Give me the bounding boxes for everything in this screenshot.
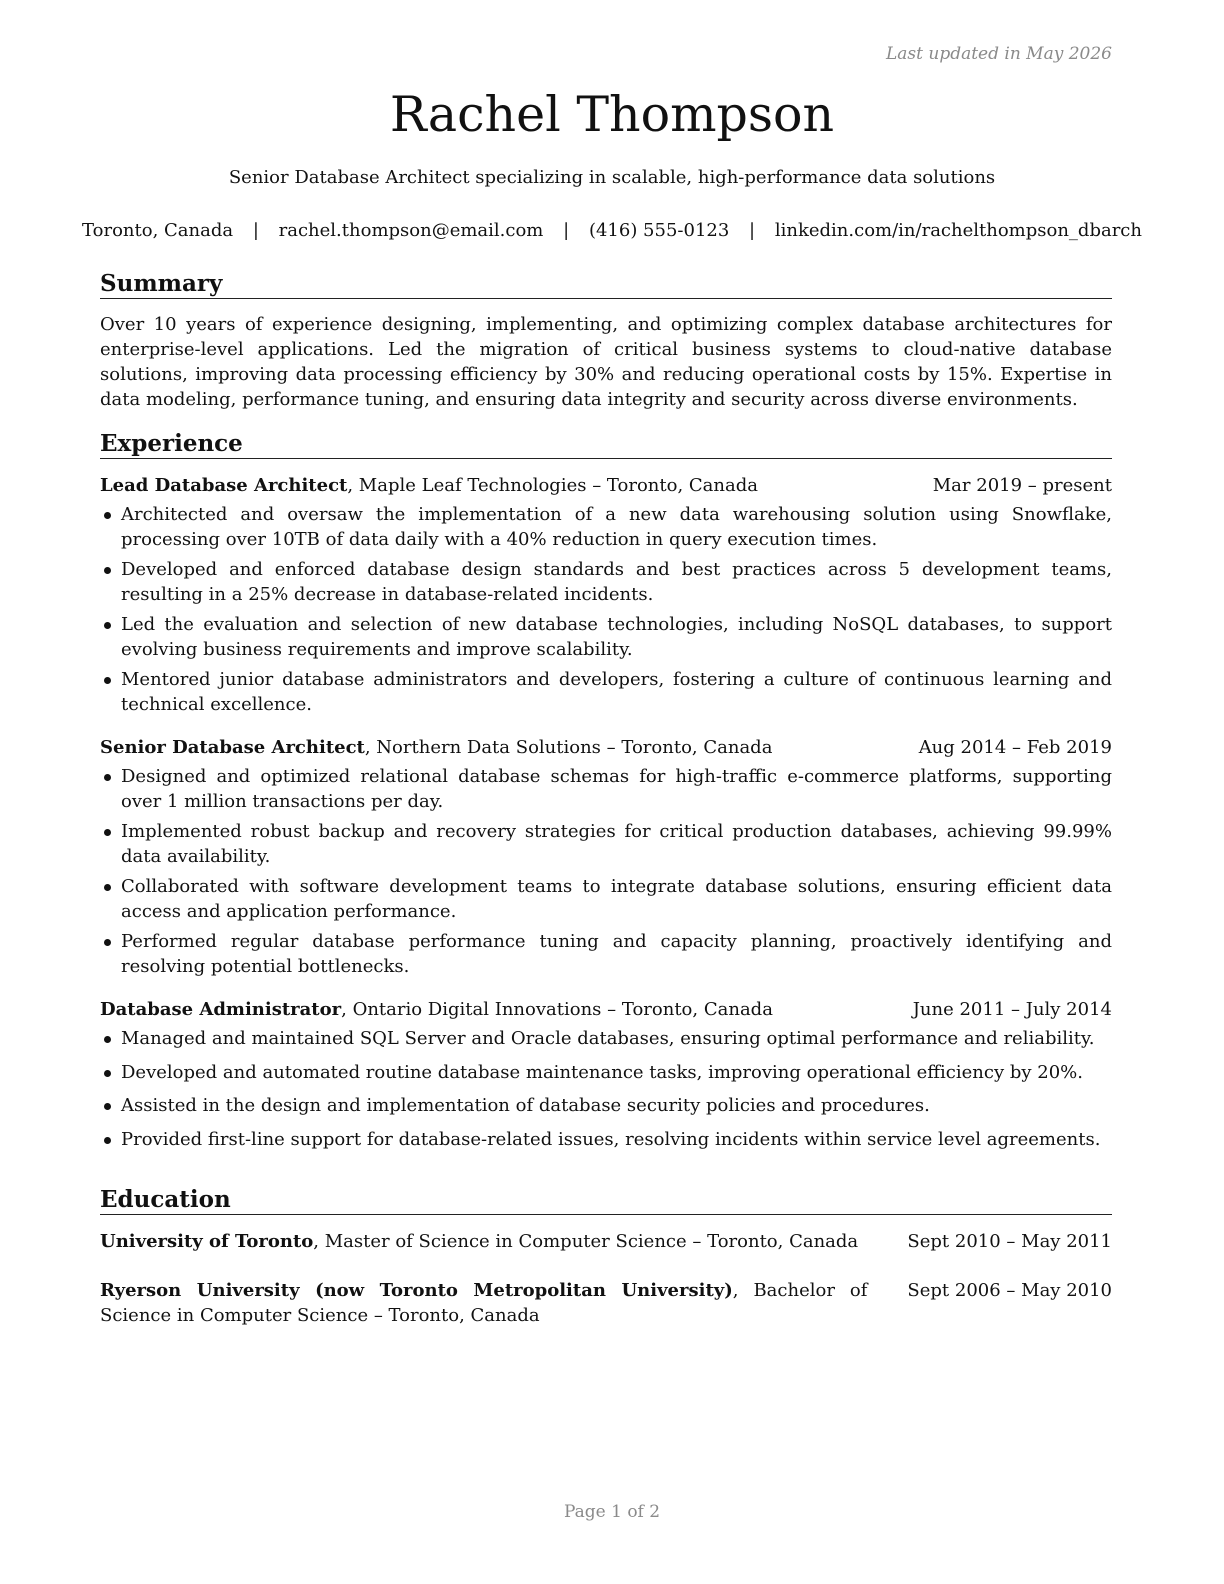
contact-separator: |	[252, 220, 259, 241]
bullet-dot-icon	[104, 567, 111, 574]
job-role: Lead Database Architect	[100, 475, 348, 496]
contact-location: Toronto, Canada	[82, 220, 234, 241]
summary-section	[100, 270, 1112, 412]
section-title-education: Education	[100, 1186, 1112, 1215]
candidate-name: Rachel Thompson	[389, 86, 835, 143]
job-bullet: Developed and automated routine database maintenance tasks, improving operational efficiency by 20%.	[100, 1060, 1112, 1085]
section-title-experience: Experience	[100, 430, 1112, 459]
job-bullet: Developed and enforced database design standards and best practices across 5 development teams, resulting in a 25% decrease in database-related incidents.	[100, 557, 1112, 607]
job-header	[100, 473, 1112, 498]
tagline: Senior Database Architect specializing in scalable, high-performance data solutions	[228, 167, 996, 188]
bullet-dot-icon	[104, 774, 111, 781]
bullet-dot-icon	[104, 1137, 111, 1144]
job-bullet: Implemented robust backup and recovery strategies for critical production databases, achieving 99.99% data availability.	[100, 819, 1112, 869]
education-entry	[100, 1278, 1112, 1328]
last-updated-note: Last updated in May 2026	[885, 44, 1112, 64]
education-detail: , Master of Science in Computer Science – Toronto, Canada	[313, 1231, 859, 1252]
job-bullet: Managed and maintained SQL Server and Oracle databases, ensuring optimal performance and reliability.	[100, 1026, 1112, 1051]
job-entry	[100, 735, 1112, 979]
bullet-dot-icon	[104, 622, 111, 629]
job-bullet: Architected and oversaw the implementation of a new data warehousing solution using Snowflake, processing over 10TB of data daily with a 40% reduction in query execution times.	[100, 502, 1112, 552]
job-header	[100, 735, 1112, 760]
education-detail: , Bachelor of Science in Computer Science – Toronto, Canada	[100, 1280, 868, 1326]
job-dates: Aug 2014 – Feb 2019	[918, 737, 1112, 758]
job-bullet: Assisted in the design and implementation of database security policies and procedures.	[100, 1093, 1112, 1118]
section-title-summary: Summary	[100, 270, 1112, 299]
job-bullet: Performed regular database performance tuning and capacity planning, proactively identifying and resolving potential bottlenecks.	[100, 929, 1112, 979]
education-entry	[100, 1229, 1112, 1254]
bullet-dot-icon	[104, 512, 111, 519]
education-dates: Sept 2010 – May 2011	[907, 1231, 1112, 1252]
job-bullet: Designed and optimized relational database schemas for high-traffic e-commerce platforms, supporting over 1 million transactions per day.	[100, 764, 1112, 814]
education-dates: Sept 2006 – May 2010	[907, 1280, 1112, 1301]
job-bullet: Mentored junior database administrators and developers, fostering a culture of continuous learning and technical excellence.	[100, 667, 1112, 717]
job-org: , Maple Leaf Technologies – Toronto, Canada	[347, 475, 758, 496]
job-bullet: Collaborated with software development teams to integrate database solutions, ensuring efficient data access and application performance.	[100, 874, 1112, 924]
bullet-dot-icon	[104, 939, 111, 946]
contact-separator: |	[749, 220, 756, 241]
contact-line	[0, 220, 1224, 241]
job-dates: Mar 2019 – present	[932, 475, 1112, 496]
job-bullets	[100, 1026, 1112, 1152]
bullet-dot-icon	[104, 1070, 111, 1077]
education-section	[100, 1186, 1112, 1328]
contact-separator: |	[563, 220, 570, 241]
job-entry	[100, 997, 1112, 1152]
bullet-dot-icon	[104, 1103, 111, 1110]
bullet-dot-icon	[104, 677, 111, 684]
education-school: University of Toronto	[100, 1231, 314, 1252]
contact-phone[interactable]: (416) 555-0123	[588, 220, 730, 241]
job-bullet: Provided first-line support for database-related issues, resolving incidents within service level agreements.	[100, 1127, 1112, 1152]
bullet-dot-icon	[104, 829, 111, 836]
contact-email-link[interactable]: rachel.thompson@email.com	[278, 220, 544, 241]
summary-text: Over 10 years of experience designing, implementing, and optimizing complex database architectures for enterprise-level applications. Led the migration of critical business systems to cloud-native database solutions, improving data processing efficiency by 30% and reducing operational costs by 15%. Expertise in data modeling, performance tuning, and ensuring data integrity and security across diverse environments.	[100, 314, 1112, 410]
job-role: Database Administrator	[100, 999, 342, 1020]
job-header	[100, 997, 1112, 1022]
page-number: Page 1 of 2	[563, 1502, 661, 1522]
job-entry	[100, 473, 1112, 717]
job-role: Senior Database Architect	[100, 737, 365, 758]
job-dates: June 2011 – July 2014	[912, 999, 1112, 1020]
bullet-dot-icon	[104, 884, 111, 891]
education-school: Ryerson University (now Toronto Metropolitan University)	[100, 1280, 733, 1301]
job-bullets	[100, 764, 1112, 979]
experience-section	[100, 430, 1112, 1160]
job-org: , Northern Data Solutions – Toronto, Canada	[364, 737, 773, 758]
job-org: , Ontario Digital Innovations – Toronto, Canada	[341, 999, 773, 1020]
job-bullet: Led the evaluation and selection of new database technologies, including NoSQL databases, to support evolving business requirements and improve scalability.	[100, 612, 1112, 662]
contact-linkedin-link[interactable]: linkedin.com/in/rachelthompson_dbarch	[774, 220, 1142, 241]
bullet-dot-icon	[104, 1036, 111, 1043]
job-bullets	[100, 502, 1112, 717]
